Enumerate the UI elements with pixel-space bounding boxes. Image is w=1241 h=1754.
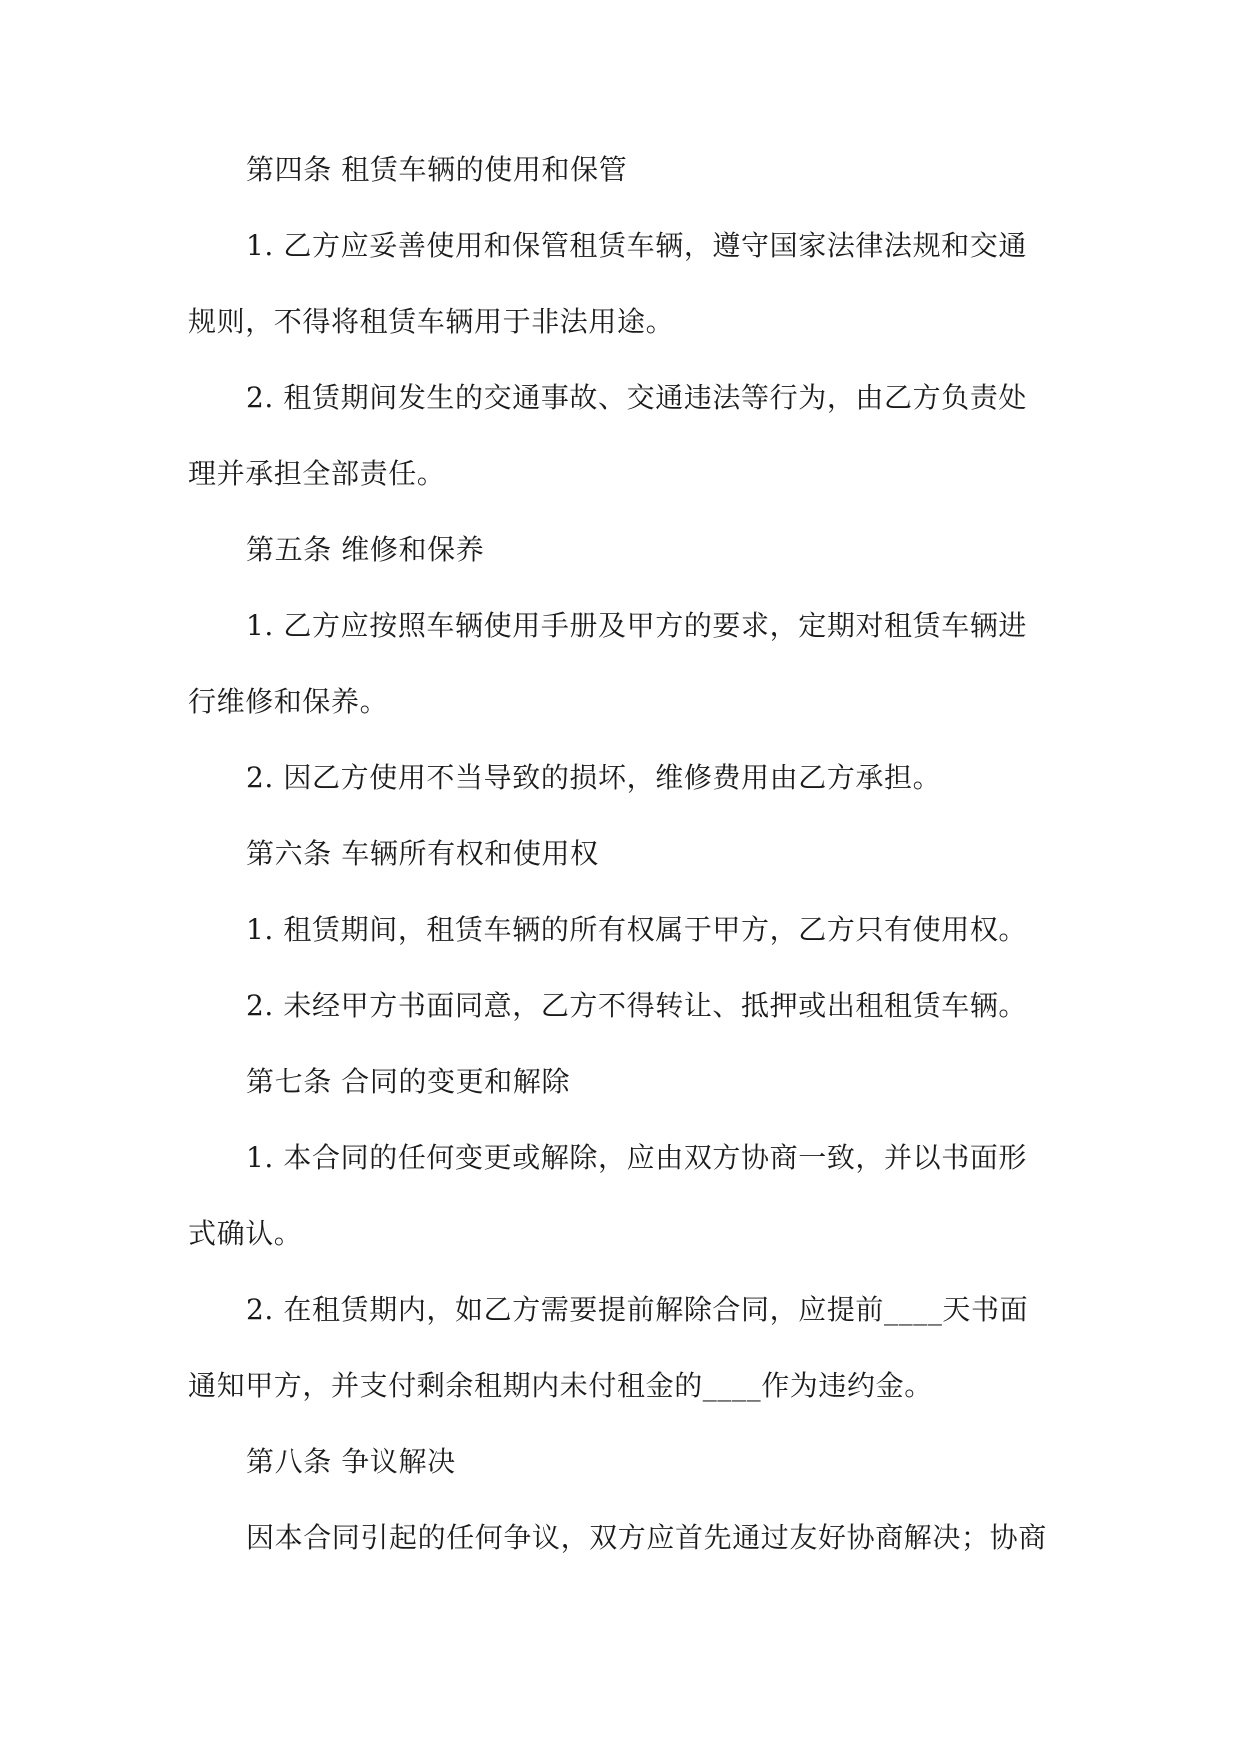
article-5-clause-1-line-2: 行维修和保养。 — [188, 685, 389, 718]
article-4-clause-2-line-1: 2. 租赁期间发生的交通事故、交通违法等行为，由乙方负责处 — [246, 381, 1028, 414]
article-5-clause-1-line-1: 1. 乙方应按照车辆使用手册及甲方的要求，定期对租赁车辆进 — [246, 609, 1028, 642]
article-5-clause-2: 2. 因乙方使用不当导致的损坏，维修费用由乙方承担。 — [246, 761, 942, 794]
article-6-clause-1: 1. 租赁期间，租赁车辆的所有权属于甲方，乙方只有使用权。 — [246, 913, 1028, 946]
article-7-clause-2-line-1: 2. 在租赁期内，如乙方需要提前解除合同，应提前____天书面 — [246, 1293, 1029, 1326]
article-6-heading: 第六条 车辆所有权和使用权 — [246, 837, 599, 870]
article-4-clause-1-line-1: 1. 乙方应妥善使用和保管租赁车辆，遵守国家法律法规和交通 — [246, 229, 1028, 262]
article-5-heading: 第五条 维修和保养 — [246, 533, 485, 566]
article-8-heading: 第八条 争议解决 — [246, 1445, 456, 1478]
article-7-clause-1-line-1: 1. 本合同的任何变更或解除，应由双方协商一致，并以书面形 — [246, 1141, 1028, 1174]
article-7-clause-1-line-2: 式确认。 — [188, 1217, 303, 1250]
article-6-clause-2: 2. 未经甲方书面同意，乙方不得转让、抵押或出租租赁车辆。 — [246, 989, 1028, 1022]
article-4-clause-2-line-2: 理并承担全部责任。 — [188, 457, 446, 490]
article-7-clause-2-line-2: 通知甲方，并支付剩余租期内未付租金的____作为违约金。 — [188, 1369, 933, 1402]
article-4-clause-1-line-2: 规则，不得将租赁车辆用于非法用途。 — [188, 305, 675, 338]
article-4-heading: 第四条 租赁车辆的使用和保管 — [246, 153, 628, 186]
document-body — [188, 146, 1050, 1590]
article-7-heading: 第七条 合同的变更和解除 — [246, 1065, 571, 1098]
article-8-clause-line-1: 因本合同引起的任何争议，双方应首先通过友好协商解决；协商 — [246, 1521, 1047, 1554]
